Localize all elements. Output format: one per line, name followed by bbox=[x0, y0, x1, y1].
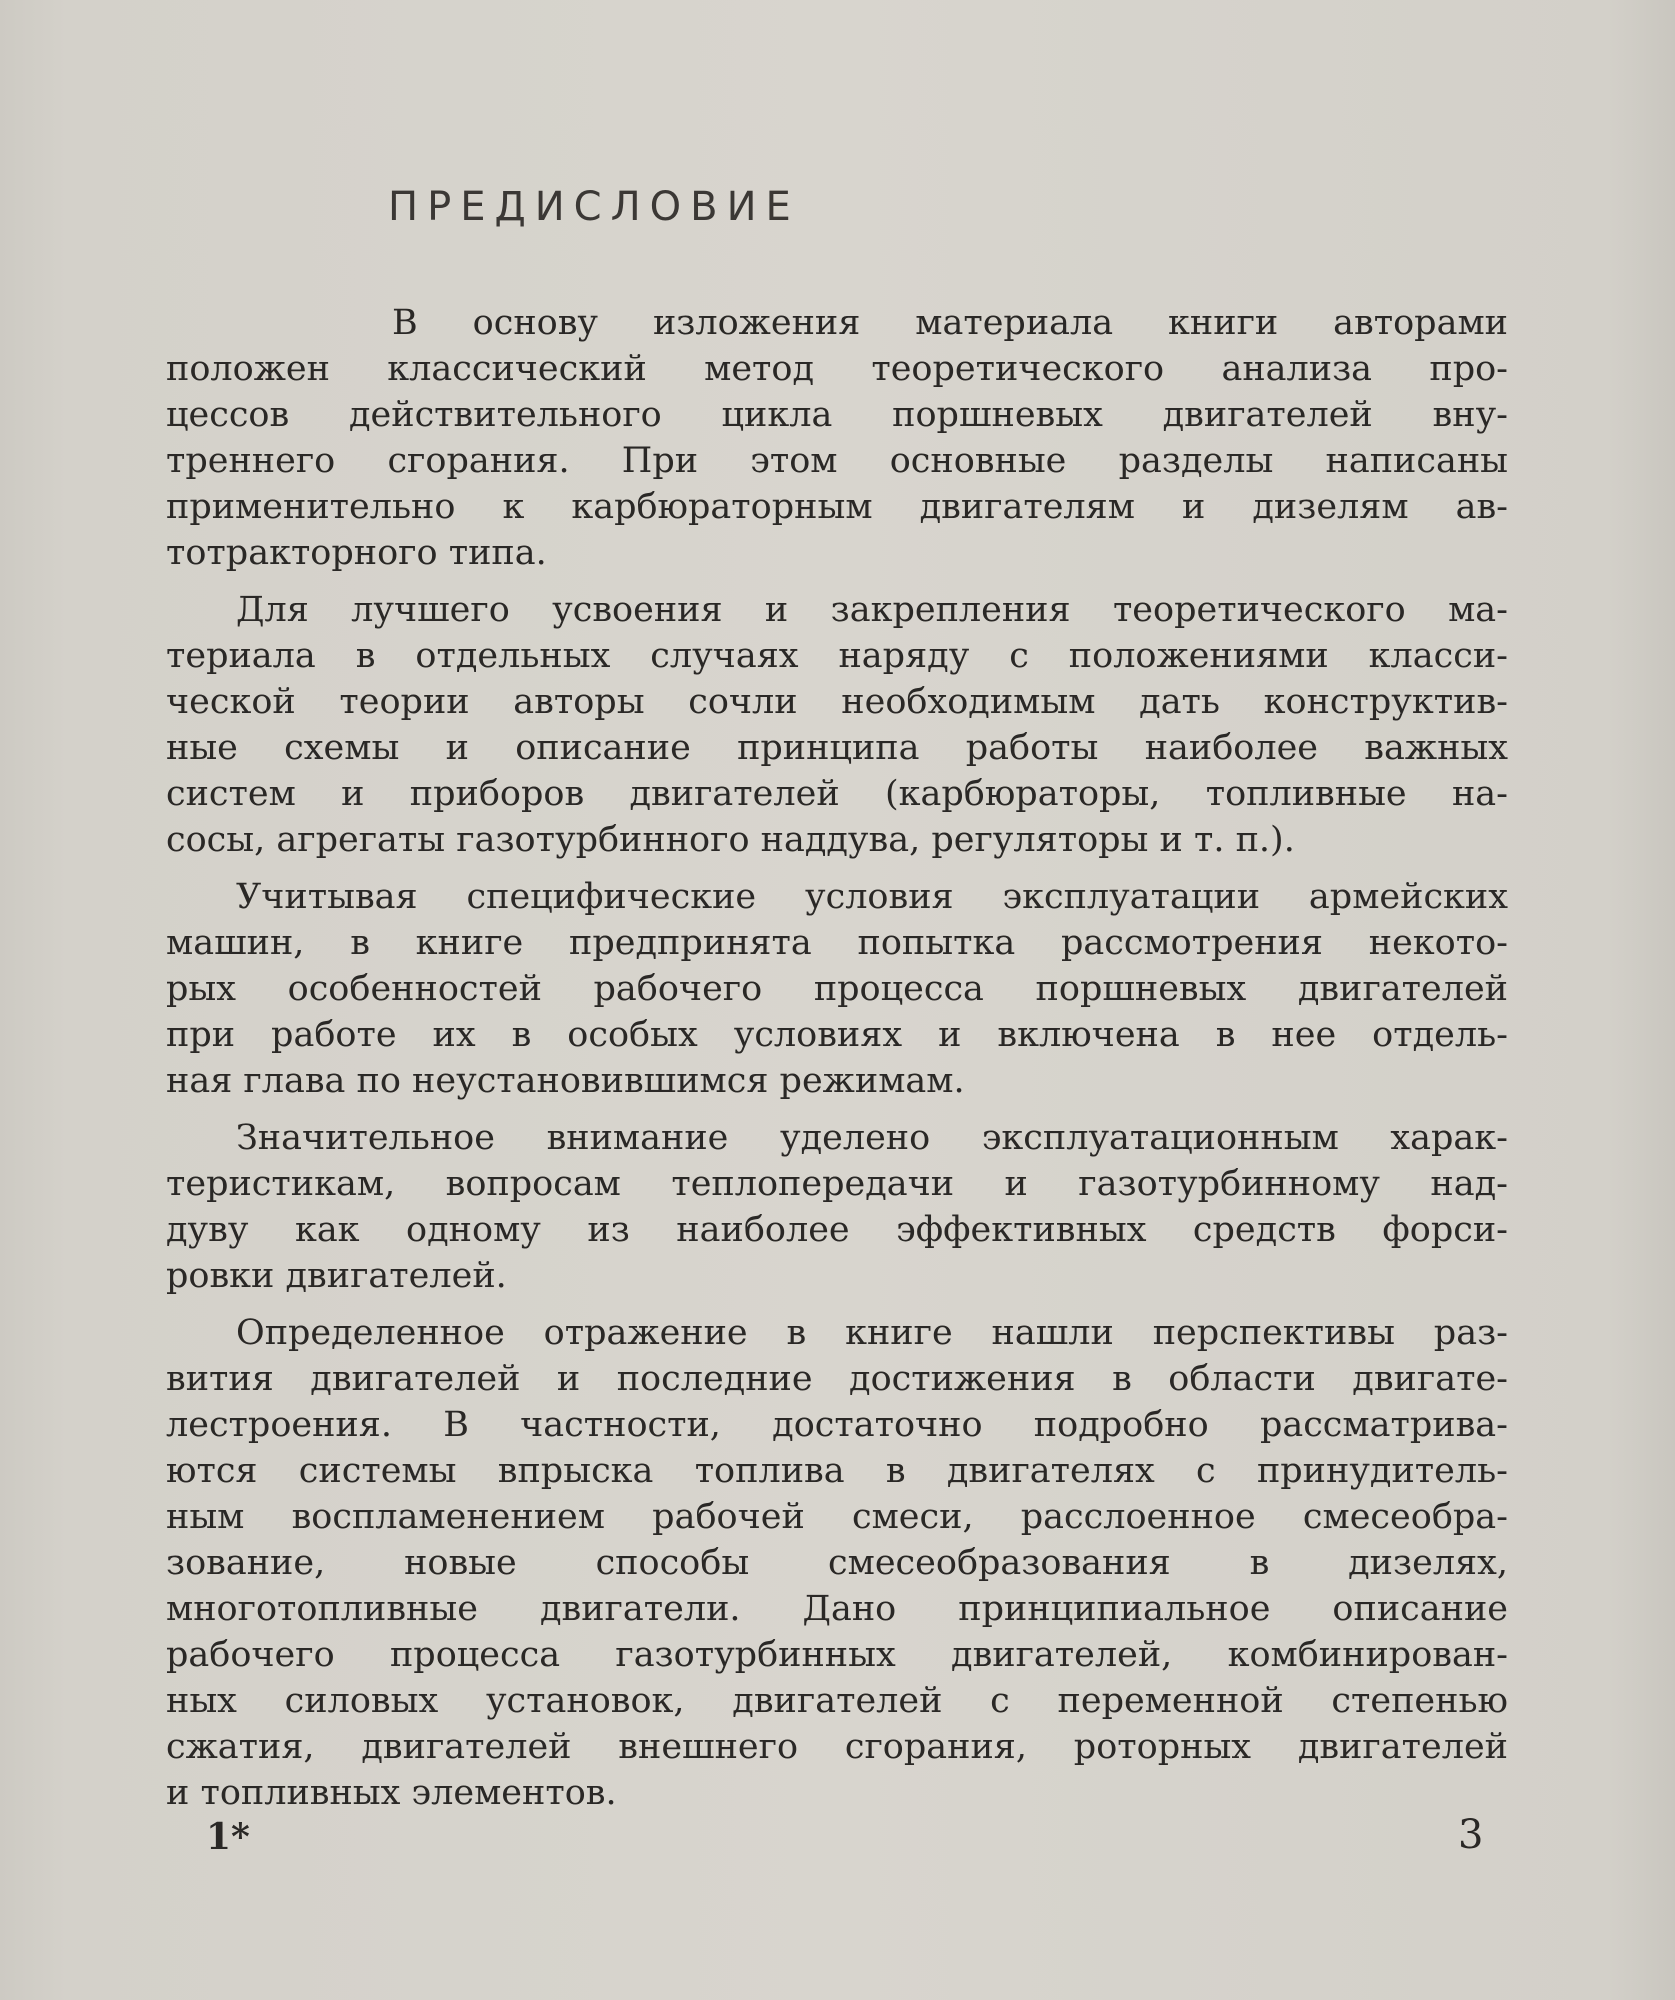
text-line: сжатия, двигателей внешнего сгорания, роторных двигателей bbox=[166, 1727, 1508, 1767]
text-line: В основу изложения материала книги авторами bbox=[392, 303, 1508, 343]
paragraph-5 bbox=[166, 1310, 1508, 1816]
page-title: ПРЕДИСЛОВИЕ bbox=[388, 184, 800, 230]
text-line: систем и приборов двигателей (карбюраторы, топливные на- bbox=[166, 774, 1508, 814]
text-line: многотопливные двигатели. Дано принципиальное описание bbox=[166, 1589, 1508, 1629]
text-line: теристикам, вопросам теплопередачи и газотурбинному над- bbox=[166, 1164, 1508, 1204]
paragraph-4 bbox=[166, 1115, 1508, 1299]
text-line: вития двигателей и последние достижения в области двигате- bbox=[166, 1359, 1508, 1399]
text-line: Для лучшего усвоения и закрепления теоретического ма- bbox=[236, 590, 1508, 630]
paragraph-3 bbox=[166, 874, 1508, 1104]
text-line: применительно к карбюраторным двигателям и дизелям ав- bbox=[166, 487, 1508, 527]
page-number: 3 bbox=[1458, 1812, 1484, 1858]
text-line: цессов действительного цикла поршневых двигателей вну- bbox=[166, 395, 1508, 435]
text-line: и топливных элементов. bbox=[166, 1773, 617, 1813]
text-line: лестроения. В частности, достаточно подробно рассматрива- bbox=[166, 1405, 1508, 1445]
text-line: ровки двигателей. bbox=[166, 1256, 507, 1296]
preface-body bbox=[166, 300, 1508, 1827]
text-line: зование, новые способы смесеобразования в дизелях, bbox=[166, 1543, 1508, 1583]
text-line: ных силовых установок, двигателей с переменной степенью bbox=[166, 1681, 1508, 1721]
text-line: треннего сгорания. При этом основные разделы написаны bbox=[166, 441, 1508, 481]
text-line: ная глава по неустановившимся режимам. bbox=[166, 1061, 965, 1101]
text-line: машин, в книге предпринята попытка рассмотрения некото- bbox=[166, 923, 1508, 963]
text-line: Учитывая специфические условия эксплуатации армейских bbox=[236, 877, 1508, 917]
signature-mark: 1* bbox=[206, 1816, 250, 1858]
text-line: тотракторного типа. bbox=[166, 533, 547, 573]
text-line: положен классический метод теоретического анализа про- bbox=[166, 349, 1508, 389]
text-line: териала в отдельных случаях наряду с положениями класси- bbox=[166, 636, 1508, 676]
text-line: сосы, агрегаты газотурбинного наддува, регуляторы и т. п.). bbox=[166, 820, 1295, 860]
text-line: Определенное отражение в книге нашли перспективы раз- bbox=[236, 1313, 1508, 1353]
text-line: дуву как одному из наиболее эффективных средств форси- bbox=[166, 1210, 1508, 1250]
text-line: ные схемы и описание принципа работы наиболее важных bbox=[166, 728, 1508, 768]
paragraph-2 bbox=[166, 587, 1508, 863]
text-line: ным воспламенением рабочей смеси, расслоенное смесеобра- bbox=[166, 1497, 1508, 1537]
text-line: ются системы впрыска топлива в двигателях с принудитель- bbox=[166, 1451, 1508, 1491]
paragraph-1 bbox=[166, 300, 1508, 576]
text-line: Значительное внимание уделено эксплуатационным харак- bbox=[236, 1118, 1508, 1158]
text-line: ческой теории авторы сочли необходимым дать конструктив- bbox=[166, 682, 1508, 722]
text-line: при работе их в особых условиях и включена в нее отдель- bbox=[166, 1015, 1508, 1055]
text-line: рабочего процесса газотурбинных двигателей, комбинирован- bbox=[166, 1635, 1508, 1675]
text-line: рых особенностей рабочего процесса поршневых двигателей bbox=[166, 969, 1508, 1009]
